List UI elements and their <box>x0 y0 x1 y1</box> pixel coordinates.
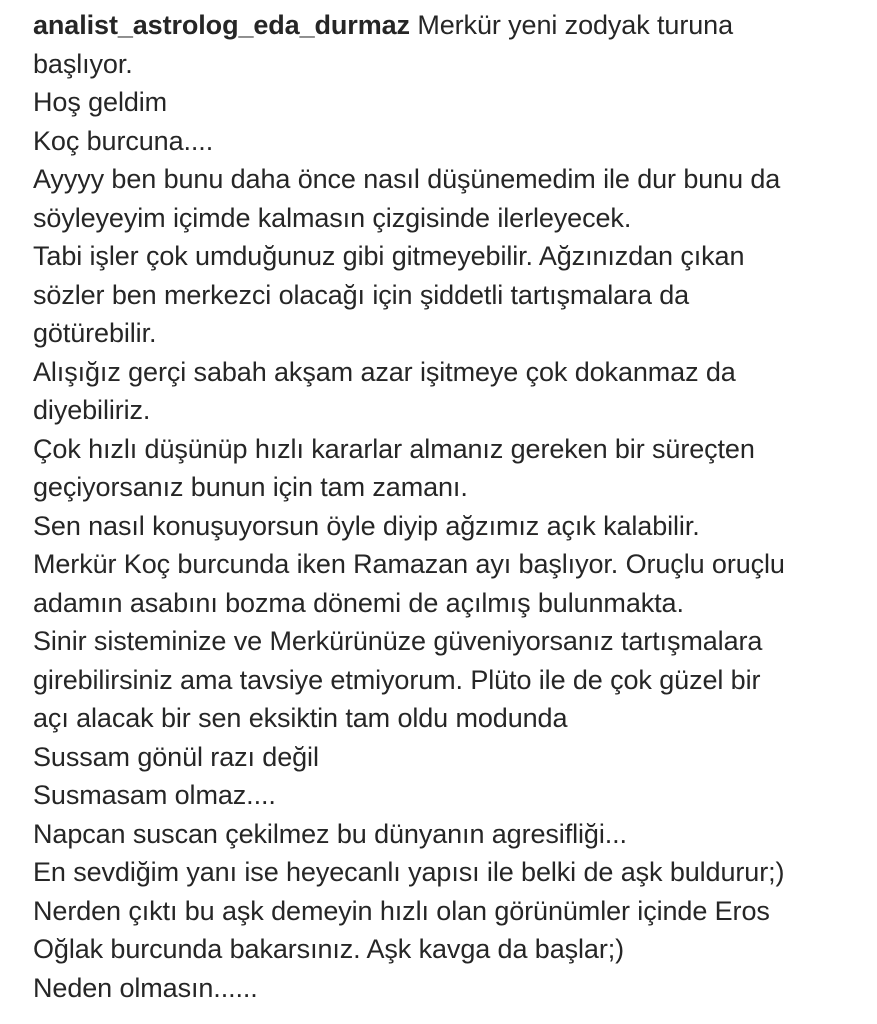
caption-line: Susmasam olmaz.... <box>33 780 276 810</box>
caption-line: açı alacak bir sen eksiktin tam oldu modunda <box>33 703 568 733</box>
caption-line <box>33 6 853 45</box>
caption-line: Hoş geldim <box>33 87 168 117</box>
caption-line: Koç burcuna.... <box>33 125 214 156</box>
caption-line: başlıyor. <box>33 48 133 79</box>
caption-line: sözler ben merkezci olacağı için şiddetli tartışmalara da <box>33 279 690 310</box>
caption-line: Sussam gönül razı değil <box>33 741 319 772</box>
caption-line: söyleyeyim içimde kalmasın çizgisinde ilerleyecek. <box>33 202 632 233</box>
caption-line: En sevdiğim yanı ise heyecanlı yapısı ile belki de aşk buldurur;) <box>33 857 785 887</box>
caption-line: Napcan suscan çekilmez bu dünyanın agresifliği... <box>33 818 627 849</box>
caption-line: Oğlak burcunda bakarsınız. Aşk kavga da başlar;) <box>33 934 625 964</box>
caption-line: götürebilir. <box>33 318 157 348</box>
caption-text: Merkür yeni zodyak turuna <box>409 10 733 40</box>
caption-line: Tabi işler çok umduğunuz gibi gitmeyebilir. Ağzınızdan çıkan <box>33 241 745 271</box>
caption-line: Neden olmasın...... <box>33 972 258 1003</box>
caption-line: Ayyyy ben bunu daha önce nasıl düşünemedim ile dur bunu da <box>33 164 781 194</box>
caption-line: Alışığız gerçi sabah akşam azar işitmeye çok dokanmaz da <box>33 356 736 387</box>
caption-line: geçiyorsanız bunun için tam zamanı. <box>33 472 468 502</box>
caption-line: adamın asabını bozma dönemi de açılmış bulunmakta. <box>33 587 684 618</box>
caption-line: Çok hızlı düşünüp hızlı kararlar almanız gereken bir süreçten <box>33 433 755 464</box>
username-link[interactable]: analist_astrolog_eda_durmaz <box>33 10 410 40</box>
caption-line: Sinir sisteminize ve Merkürünüze güveniyorsanız tartışmalara <box>33 626 763 656</box>
caption-line: Sen nasıl konuşuyorsun öyle diyip ağzımız açık kalabilir. <box>33 510 700 541</box>
caption-line: girebilirsiniz ama tavsiye etmiyorum. Plüto ile de çok güzel bir <box>33 664 761 695</box>
caption-line: diyebiliriz. <box>33 395 151 425</box>
caption-line: Merkür Koç burcunda iken Ramazan ayı başlıyor. Oruçlu oruçlu <box>33 549 785 579</box>
caption-line: Nerden çıktı bu aşk demeyin hızlı olan görünümler içinde Eros <box>33 895 770 926</box>
